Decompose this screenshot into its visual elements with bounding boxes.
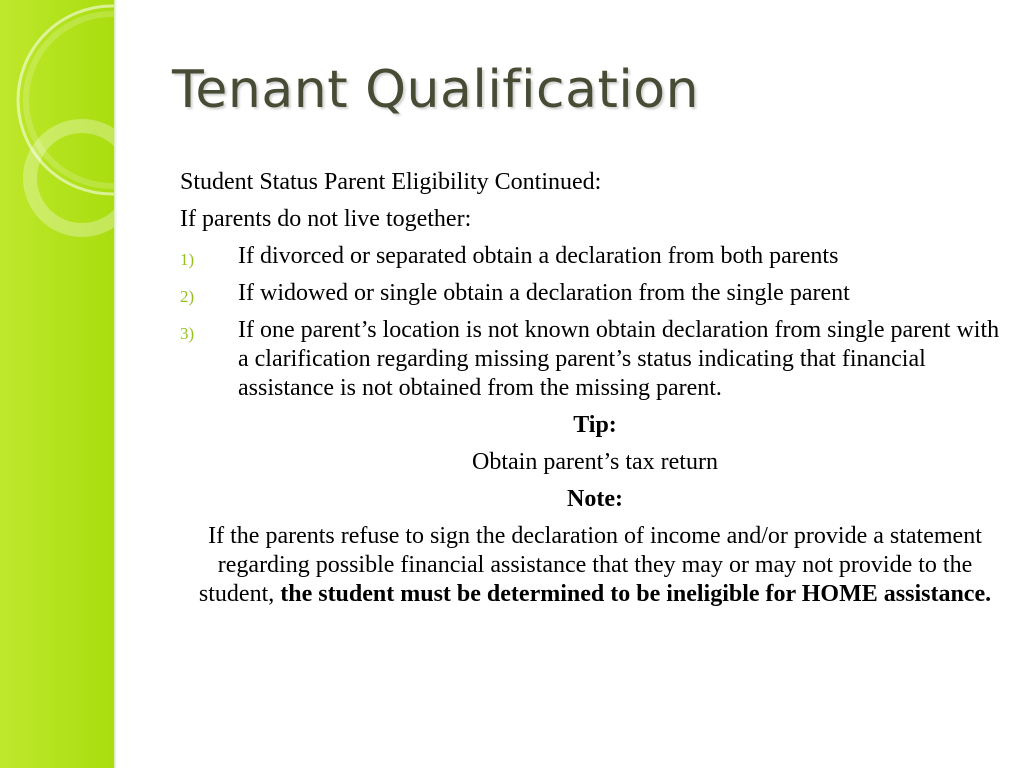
decorative-green-sidebar: [0, 0, 114, 768]
sidebar-edge-shadow: [114, 0, 117, 768]
slide-body: [180, 168, 1000, 609]
list-item-text: If one parent’s location is not known obtain declaration from single parent with a clarification regarding missing parent’s status indicating that financial assistance is not obtained from the missing parent.: [238, 317, 1000, 401]
numbered-list: [180, 242, 1000, 403]
slide-title: Tenant Qualification: [172, 60, 700, 120]
list-item: [180, 316, 1000, 403]
list-number: 3): [180, 324, 195, 343]
note-label: Note:: [567, 486, 623, 512]
list-item: [180, 242, 1000, 271]
list-item-text: If divorced or separated obtain a declaration from both parents: [238, 243, 839, 269]
list-item-text: If widowed or single obtain a declaration from the single parent: [238, 280, 850, 306]
note-text: If the parents refuse to sign the declaration of income and/or provide a statement regarding possible financial assistance that they may or may not provide to the student,: [198, 523, 982, 607]
note-emphasis: the student must be determined to be ineligible for HOME assistance.: [280, 581, 992, 607]
tip-text: Obtain parent’s tax return: [472, 449, 718, 475]
intro-line-student-status: Student Status Parent Eligibility Continued:: [180, 169, 602, 195]
intro-line-parents-apart: If parents do not live together:: [180, 206, 472, 232]
list-item: [180, 279, 1000, 308]
list-number: 2): [180, 287, 195, 306]
note-paragraph: [180, 522, 1000, 609]
list-number: 1): [180, 250, 195, 269]
decorative-rings-icon: [0, 0, 114, 768]
tip-label: Tip:: [573, 412, 617, 438]
